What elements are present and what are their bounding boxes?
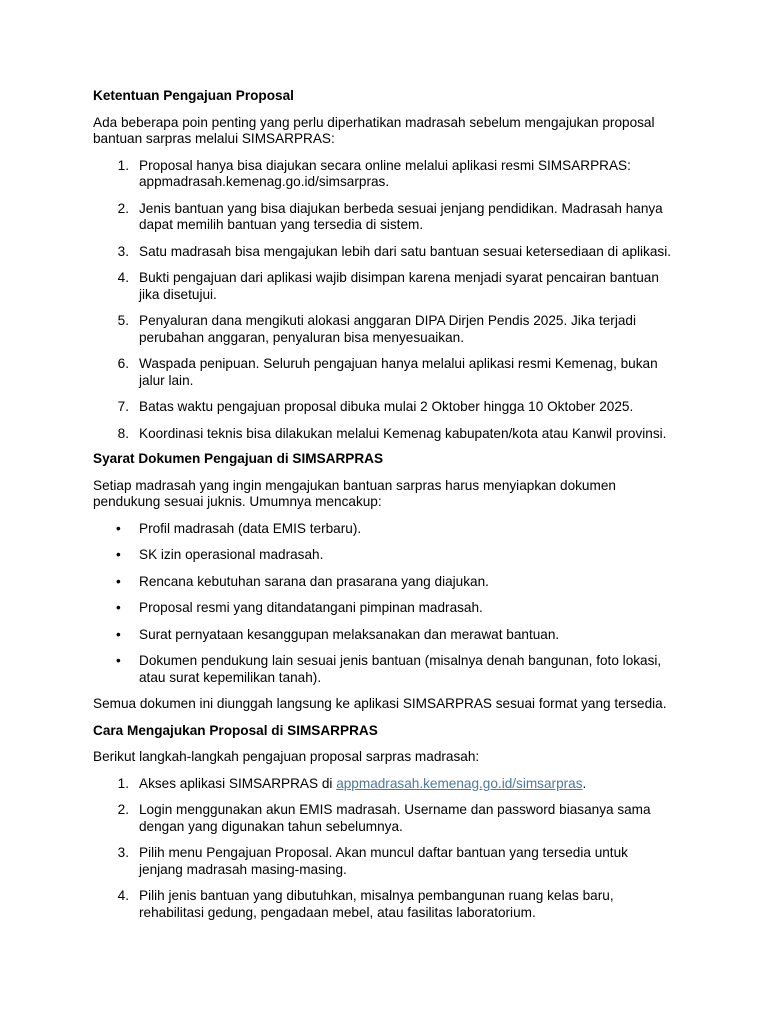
list-item-text: Login menggunakan akun EMIS madrasah. Username dan password biasanya sama dengan yang digunakan tahun sebelumnya. bbox=[139, 802, 651, 834]
list-item bbox=[93, 270, 673, 303]
list-number: 1. bbox=[117, 157, 129, 173]
list-item-text: Dokumen pendukung lain sesuai jenis bantuan (misalnya denah bangunan, foto lokasi, atau surat kepemilikan tanah). bbox=[139, 653, 662, 685]
list-number: 8. bbox=[117, 425, 129, 441]
section-intro-ketentuan: Ada beberapa poin penting yang perlu diperhatikan madrasah sebelum mengajukan proposal bantuan sarpras melalui SIMSARPRAS: bbox=[93, 114, 655, 146]
list-item-text: Koordinasi teknis bisa dilakukan melalui Kemenag kabupaten/kota atau Kanwil provinsi. bbox=[139, 425, 667, 441]
list-number: 2. bbox=[117, 802, 129, 817]
list-item bbox=[93, 888, 673, 921]
list-item-text: Pilih jenis bantuan yang dibutuhkan, misalnya pembangunan ruang kelas baru, rehabilitasi gedung, pengadaan mebel, atau fasilitas laboratorium. bbox=[139, 888, 614, 920]
list-item-text: Jenis bantuan yang bisa diajukan berbeda sesuai jenjang pendidikan. Madrasah hanya dapat memilih bantuan yang tersedia di sistem. bbox=[139, 200, 663, 232]
list-item-text: Proposal resmi yang ditandatangani pimpinan madrasah. bbox=[139, 600, 483, 615]
list-item bbox=[93, 426, 673, 443]
list-item bbox=[93, 313, 673, 346]
list-item-text bbox=[139, 776, 586, 791]
list-item bbox=[93, 574, 673, 591]
section-title-ketentuan: Ketentuan Pengajuan Proposal bbox=[93, 88, 294, 103]
list-item-text: Profil madrasah (data EMIS terbaru). bbox=[139, 520, 362, 536]
list-item bbox=[93, 627, 673, 644]
list-item bbox=[93, 201, 673, 234]
list-number: 3. bbox=[117, 845, 129, 860]
list-number: 4. bbox=[117, 270, 129, 285]
list-item-text: Bukti pengajuan dari aplikasi wajib disimpan karena menjadi syarat pencairan bantuan jika disetujui. bbox=[139, 270, 659, 302]
list-item bbox=[93, 399, 673, 416]
list-item bbox=[93, 547, 673, 564]
list-number: 7. bbox=[117, 399, 129, 414]
list-item-text: Satu madrasah bisa mengajukan lebih dari satu bantuan sesuai ketersediaan di aplikasi. bbox=[139, 243, 672, 259]
bullet-icon: • bbox=[116, 547, 121, 562]
list-item-text: Surat pernyataan kesanggupan melaksanakan dan merawat bantuan. bbox=[139, 626, 560, 642]
section-title-cara: Cara Mengajukan Proposal di SIMSARPRAS bbox=[93, 722, 378, 738]
section-outro-syarat: Semua dokumen ini diunggah langsung ke aplikasi SIMSARPRAS sesuai format yang tersedia. bbox=[93, 696, 667, 711]
bullet-icon: • bbox=[116, 600, 121, 615]
list-item bbox=[93, 244, 673, 261]
list-item-text: Batas waktu pengajuan proposal dibuka mulai 2 Oktober hingga 10 Oktober 2025. bbox=[139, 399, 634, 414]
simsarpras-link[interactable]: appmadrasah.kemenag.go.id/simsarpras bbox=[336, 775, 583, 791]
list-item-text: Rencana kebutuhan sarana dan prasarana yang diajukan. bbox=[139, 573, 489, 589]
bullet-icon: • bbox=[116, 573, 121, 589]
list-item bbox=[93, 845, 673, 878]
step-prefix: Akses aplikasi SIMSARPRAS di bbox=[139, 775, 337, 791]
list-item-text: Proposal hanya bisa diajukan secara online melalui aplikasi resmi SIMSARPRAS: appmadrasah.kemenag.go.id/simsarpras. bbox=[139, 157, 631, 189]
list-number: 5. bbox=[117, 313, 129, 328]
list-item bbox=[93, 356, 673, 389]
list-item bbox=[93, 158, 673, 191]
cara-list bbox=[93, 776, 673, 922]
step-suffix: . bbox=[582, 775, 587, 791]
section-intro-syarat: Setiap madrasah yang ingin mengajukan bantuan sarpras harus menyiapkan dokumen pendukung sesuai juknis. Umumnya mencakup: bbox=[93, 477, 616, 509]
list-item-text: Pilih menu Pengajuan Proposal. Akan muncul daftar bantuan yang tersedia untuk jenjang madrasah masing-masing. bbox=[139, 845, 628, 877]
list-item bbox=[93, 600, 673, 617]
section-intro-cara: Berikut langkah-langkah pengajuan proposal sarpras madrasah: bbox=[93, 749, 480, 764]
list-item-text: SK izin operasional madrasah. bbox=[139, 547, 324, 562]
list-item-text: Penyaluran dana mengikuti alokasi anggaran DIPA Dirjen Pendis 2025. Jika terjadi perubahan anggaran, penyaluran bisa menyesuaikan. bbox=[139, 313, 636, 345]
list-number: 3. bbox=[117, 243, 129, 259]
list-item bbox=[93, 653, 673, 686]
list-number: 1. bbox=[117, 775, 129, 791]
bullet-icon: • bbox=[116, 653, 121, 668]
list-number: 4. bbox=[117, 888, 129, 903]
list-item bbox=[93, 802, 673, 835]
syarat-list bbox=[93, 521, 673, 687]
list-number: 6. bbox=[117, 356, 129, 371]
bullet-icon: • bbox=[116, 626, 121, 642]
section-title-syarat: Syarat Dokumen Pengajuan di SIMSARPRAS bbox=[93, 451, 384, 466]
ketentuan-list bbox=[93, 158, 673, 443]
document-content bbox=[93, 88, 673, 931]
list-item bbox=[93, 776, 673, 793]
list-number: 2. bbox=[117, 200, 129, 216]
bullet-icon: • bbox=[116, 520, 121, 536]
list-item-text: Waspada penipuan. Seluruh pengajuan hanya melalui aplikasi resmi Kemenag, bukan jalur lain. bbox=[139, 356, 658, 388]
list-item bbox=[93, 521, 673, 538]
